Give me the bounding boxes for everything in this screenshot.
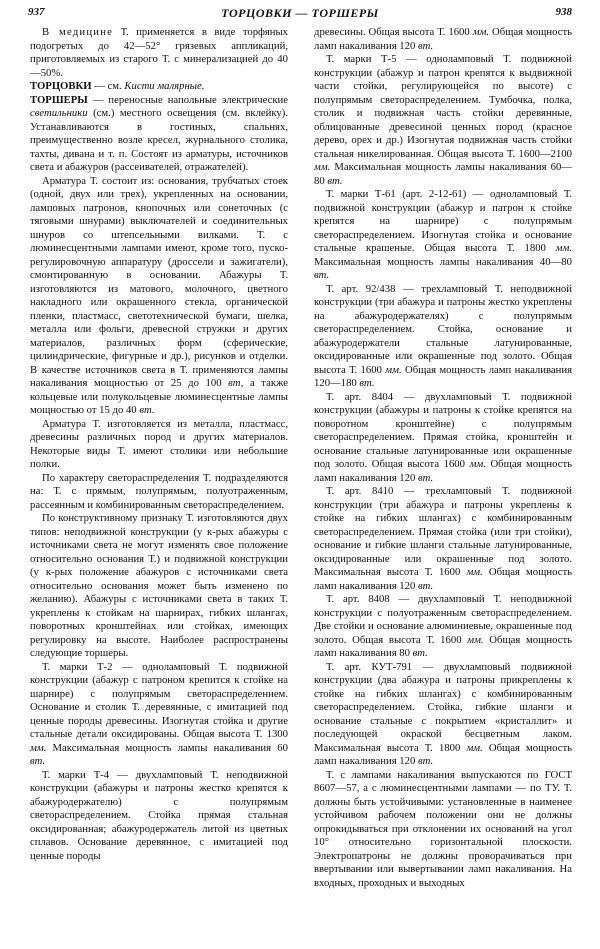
- text-run: Т. марки Т-2 — одноламповый Т. подвижной конструкции (абажур с патроном крепится к стойке на шарнире) с полупрямым светораспределением. Основание и столик Т. деревянные, с имитацией под ценные породы древесины. Изогнутая стойка и другие стальные детали оксидированы. Общая высота Т. 1300: [30, 660, 288, 740]
- text-run: Т. арт. 8410 — трехламповый Т. подвижной конструкции (три абажура и патроны укреплены к стойке на гибких шлангах) с комбинированным светораспределением. Прямая стойка (или три стойки), основание и гибкие шланги стальные латунированные, оксидированные или окрашенные под золото. Максимальная высота Т. 1600: [314, 485, 572, 578]
- paragraph: [30, 472, 288, 513]
- paragraph: [314, 391, 572, 486]
- text-run: ТОРШЕРЫ: [30, 93, 88, 106]
- text-run: мм.: [472, 26, 490, 38]
- text-run: вт.: [314, 269, 330, 281]
- text-run: мм.: [466, 566, 483, 578]
- paragraph: [314, 593, 572, 661]
- text-run: Максимальная мощность лампы накаливания 60: [46, 741, 288, 754]
- paragraph: [314, 769, 572, 891]
- text-run: вт.: [412, 647, 428, 659]
- text-run: вт.: [139, 404, 155, 416]
- text-run: Общая мощность ламп накаливания 80: [314, 633, 572, 659]
- text-run: — переносные напольные электрические: [87, 93, 288, 106]
- text-run: мм.: [467, 633, 484, 646]
- paragraph: [314, 283, 572, 391]
- text-run: вт.: [327, 174, 343, 187]
- text-run: мм.: [469, 458, 486, 470]
- paragraph: [30, 769, 288, 864]
- text-run: Общая мощность ламп накаливания 120: [314, 741, 572, 767]
- paragraph: [30, 26, 288, 80]
- text-run: мм.: [466, 741, 483, 754]
- right-column: [314, 26, 572, 890]
- text-run: вт.: [418, 471, 434, 484]
- text-run: По характеру светораспределения Т. подразделяются на: Т. с прямым, полупрямым, полуотраженным, рассеянным и комбинированным светораспределением.: [30, 471, 288, 511]
- paragraph: [30, 661, 288, 769]
- text-run: а также кольцевые или полукольцевые люминесцентные лампы мощностью от 15 до 40: [30, 377, 289, 416]
- paragraph: [314, 188, 572, 283]
- paragraph: [314, 661, 572, 769]
- text-run: Общая мощность ламп накаливания 120: [314, 566, 572, 592]
- text-run: мм.: [314, 161, 331, 173]
- text-run: Кисти малярные.: [124, 80, 205, 92]
- text-run: Максимальная мощность лампы накаливания 40—80: [314, 255, 572, 268]
- text-run: светильники: [30, 107, 88, 119]
- text-run: вт.: [418, 579, 434, 592]
- text-run: ТОРЦОВКИ: [30, 80, 92, 92]
- text-run: Т. марки Т-4 — двухламповый Т. неподвижной конструкции (абажуры и патроны жестко крепятся к абажуродержателю) с полупрямым светораспределением. Стойка прямая стальная оксидированная; абажуродержатель литой из цветных сплавов. Основание деревянное, с имитацией под ценные породы: [30, 768, 288, 862]
- text-run: вт.: [418, 39, 434, 52]
- text-run: Т. арт. КУТ-791 — двухламповый подвижной конструкции (два абажура и патроны прикреплены к стойке на гибких шлангах) с комбинированным светораспределением. Стойка, гибкие шланги и основание стальные с покрытием «кристаллит» и последующей окраской бесцветным лаком. Максимальная высота Т. 1800: [314, 660, 572, 754]
- text-run: мм.: [385, 363, 402, 376]
- text-run: Общая мощность ламп накаливания 120: [314, 458, 573, 484]
- text-run: древесины. Общая высота Т. 1600: [314, 26, 473, 38]
- paragraph: [314, 26, 572, 53]
- page-number-left: 937: [28, 6, 45, 18]
- paragraph: [314, 53, 572, 188]
- text-run: вт,: [228, 377, 244, 389]
- text-run: В медицине: [42, 26, 114, 38]
- text-run: Т. арт. 8404 — двухламповый Т. подвижной конструкции (абажуры и патроны к стойке крепятся на поворотном кронштейне) с полупрямым светораспределением. Прямая стойка, кронштейн и основание стальные латунированные или окрашенные под золото. Общая высота 1600: [314, 390, 572, 470]
- paragraph: [30, 175, 288, 418]
- page-header: [28, 6, 572, 22]
- text-run: Общая мощность ламп накаливания 120—180: [314, 363, 572, 389]
- paragraph: [30, 418, 288, 472]
- text-run: Т. арт. 8408 — двухламповый Т. неподвижной конструкции с полуотраженным светораспределением. Две стойки и основание алюминиевые, окрашенные под золото. Общая высота Т. 1600: [314, 593, 572, 646]
- text-run: Максимальная мощность лампы накаливания 60—80: [314, 161, 572, 187]
- page-number-right: 938: [555, 6, 572, 18]
- paragraph: [314, 485, 572, 593]
- text-run: мм.: [555, 242, 572, 254]
- text-run: Т. марки Т-61 (арт. 2-12-61) — одноламповый Т. подвижной конструкции (абажур и патрон к стойке крепятся на шарнире) с полупрямым светораспределением. Изогнутая стойка и основание стальные крашеные. Общая высота Т. 1800: [314, 188, 572, 254]
- text-run: вт.: [30, 755, 46, 767]
- text-run: (см.) местного освещения (см. вклейку). Устанавливаются в гостиных, спальнях, преимущественно возле кресел, журнального столика, тахты, дивана и т. п. Состоят из арматуры, источников света и абажуров (рассеивателей, отражателей).: [30, 107, 288, 173]
- text-run: Т. арт. 92/438 — трехламповый Т. неподвижной конструкции (три абажура и патроны жестко укреплены на абажуродержателях) с полупрямым светораспределением. Стойка, основание и абажуродержатели стальные латунированные, оксидированные или окрашенные под золото. Общая высота Т. 1600: [314, 282, 572, 376]
- running-title: ТОРЦОВКИ — ТОРШЕРЫ: [221, 6, 379, 20]
- text-run: вт.: [418, 755, 434, 767]
- text-run: Арматура Т. состоит из: основания, трубчатых стоек (одной, двух или трех), укрепленных на основании, ламповых патронов, кнопочных или сонеточных (с тяговыми шнурами) выключателей и соединительных шнуров со штепсельными вилками. Т. с люминесцентными лампами имеют, кроме того, пуско-регулировочную аппаратуру (дроссели и зажигатели), смонтированную в основании. Абажуры Т. изготовляются из матового, молочного, цветного накладного или окрашенного стекла, органической пленки, пластмасс, светотехнической бумаги, шелка, металла или фольги, древесной стружки и других материалов, различных форм (сферические, цилиндрические, фигурные и др.), рисунков и отделки. В качестве источников света в Т. применяются лампы накаливания мощностью от 25 до 100: [30, 174, 288, 389]
- text-run: Т. применяется в виде торфяных подогретых до 42—52° грязевых аппликаций, приготовляемых из старого Т. с минерализацией до 40—50%.: [30, 26, 288, 79]
- text-run: Т. с лампами накаливания выпускаются по ГОСТ 8607—57, а с люминесцентными лампами — по ТУ. Т. должны быть устойчивыми: установленные в наименее устойчивом рабочем положении они не должны опрокидываться при отклонении их оснований на угол 10° относительно горизонтальной плоскости. Электропатроны не должны проворачиваться при ввертывании или вывертывании ламп накаливания. На входных, проходных и выходных: [314, 768, 572, 889]
- left-column: [30, 26, 288, 863]
- paragraph: [30, 512, 288, 661]
- paragraph: [30, 94, 288, 175]
- text-run: По конструктивному признаку Т. изготовляются двух типов: неподвижной конструкции (у к-рых абажуры с источниками света не могут изменять свое положение относительно основания Т.) и подвижной конструкции (у к-рых положение абажуров с источниками света относительно основания может быть изменено по желанию). Абажуры с источниками света в таких Т. укреплены к стойкам на шарнирах, гибких шлангах, поворотных кронштейнах или стойках, имеющих регулировку на высоте. Наиболее распространены следующие торшеры.: [30, 512, 288, 659]
- paragraph: [30, 80, 288, 94]
- text-run: вт.: [359, 377, 375, 389]
- text-run: мм.: [30, 741, 47, 754]
- text-run: Т. марки Т-5 — одноламповый Т. подвижной конструкции (абажур и патрон крепятся к выдвижной части стойки, регулирующейся по высоте) с полупрямым светораспределением. Тумбочка, полка, столик и подвижная часть стойки деревянные, облицованные древесиной ценных пород (красное дерево, орех и др.) Изогнутая подвижная часть стойки стальная никелированная. Общая высота Т. 1600—2100: [314, 53, 572, 160]
- text-run: — см.: [91, 80, 125, 92]
- text-run: Арматура Т. изготовляется из металла, пластмасс, древесины различных пород и других материалов. Некоторые виды Т. имеют столики или небольшие полки.: [30, 417, 288, 470]
- text-run: Общая мощность ламп накаливания 120: [314, 26, 573, 52]
